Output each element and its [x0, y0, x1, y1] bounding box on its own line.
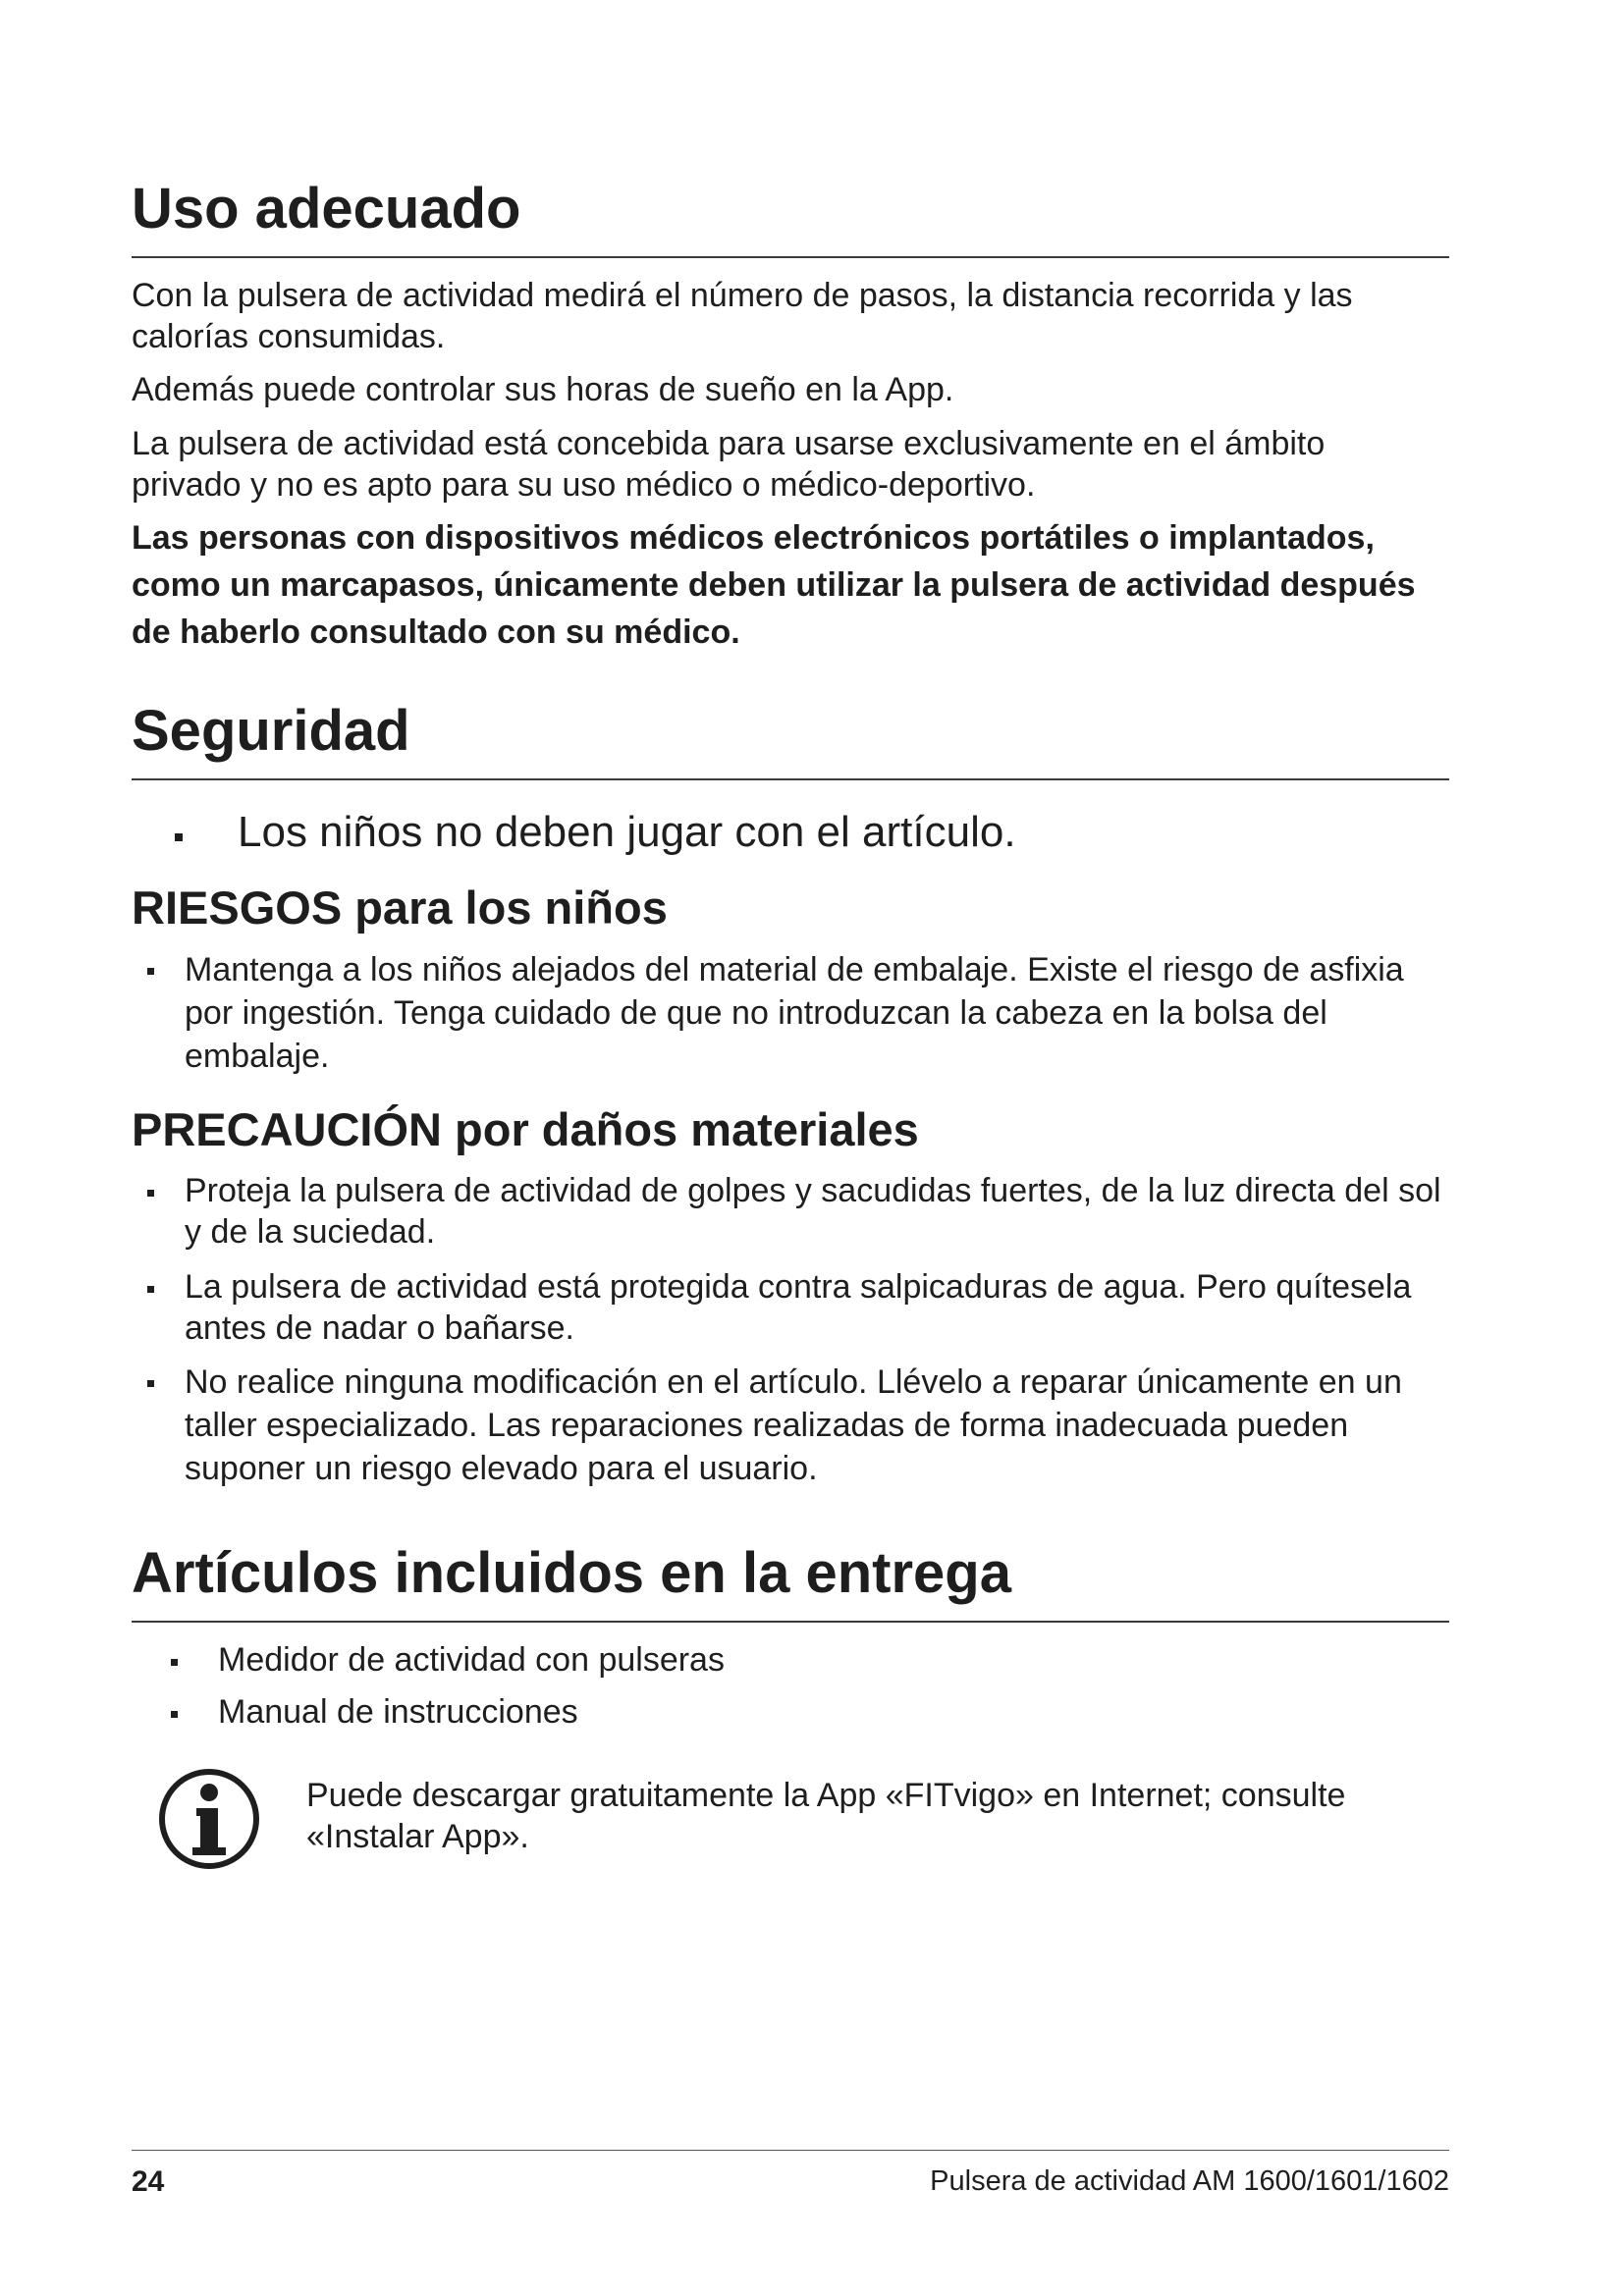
page-number: 24 [132, 2165, 165, 2198]
footer-divider [132, 2150, 1449, 2151]
uso-paragraph-1: Con la pulsera de actividad medirá el número de pasos, la distancia recorrida y las calorías consumidas. [132, 277, 1353, 355]
articulos-item-2: Manual de instrucciones [218, 1693, 578, 1731]
section-seguridad [132, 699, 1449, 780]
riesgos-item-1: Mantenga a los niños alejados del material de embalaje. Existe el riesgo de asfixia por ingestión. Tenga cuidado de que no introduzcan la cabeza en la bolsa del embalaje. [185, 951, 1404, 1075]
bullet-square-icon [171, 1659, 178, 1666]
section-title-uso-adecuado: Uso adecuado [132, 177, 1449, 258]
precaucion-item-2: La pulsera de actividad está protegida contra salpicaduras de agua. Pero quítesela antes de nadar o bañarse. [185, 1268, 1412, 1347]
section-title-articulos: Artículos incluidos en la entrega [132, 1541, 1449, 1623]
section-title-seguridad: Seguridad [132, 699, 1449, 780]
uso-paragraph-3: La pulsera de actividad está concebida para usarse exclusivamente en el ámbito privado y no es apto para su uso médico o médico-deportivo. [132, 425, 1326, 504]
bullet-square-icon [175, 833, 183, 841]
uso-warning: Las personas con dispositivos médicos electrónicos portátiles o implantados, como un marcapasos, únicamente deben utilizar la pulsera de actividad después de haberlo consultado con su médico. [132, 519, 1416, 651]
seguridad-bullet-text: Los niños no deben jugar con el artículo. [238, 808, 1016, 856]
subtitle-riesgos: RIESGOS para los niños [132, 881, 668, 934]
bullet-square-icon [147, 968, 154, 975]
info-icon [157, 1767, 261, 1871]
precaucion-item-3: No realice ninguna modificación en el artículo. Llévelo a reparar únicamente en un taller especializado. Las reparaciones realizadas de forma inadecuada pueden suponer un riesgo elevado para el usuario. [185, 1363, 1402, 1487]
document-page [132, 0, 1449, 2296]
precaucion-item-1: Proteja la pulsera de actividad de golpes y sacudidas fuertes, de la luz directa del sol y de la suciedad. [185, 1172, 1441, 1251]
bullet-square-icon [147, 1286, 154, 1293]
uso-paragraph-2: Además puede controlar sus horas de sueño en la App. [132, 371, 954, 408]
section-uso-adecuado [132, 177, 1449, 258]
bullet-square-icon [147, 1380, 154, 1387]
articulos-item-1: Medidor de actividad con pulseras [218, 1641, 725, 1679]
bullet-square-icon [147, 1190, 154, 1197]
info-note-text: Puede descargar gratuitamente la App «FITvigo» en Internet; consulte «Instalar App». [306, 1777, 1346, 1855]
footer-product-name: Pulsera de actividad AM 1600/1601/1602 [930, 2165, 1449, 2197]
section-articulos [132, 1541, 1449, 1623]
bullet-square-icon [171, 1711, 178, 1718]
subtitle-precaucion: PRECAUCIÓN por daños materiales [132, 1103, 919, 1155]
